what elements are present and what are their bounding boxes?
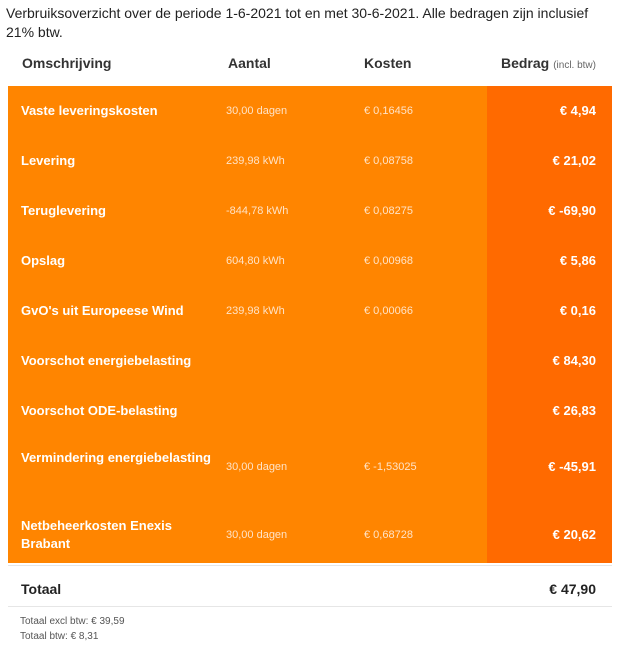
table-row: [8, 498, 612, 563]
row-quantity: 239,98 kWh: [226, 305, 285, 317]
row-amount: € 20,62: [552, 527, 596, 542]
total-row: [8, 572, 612, 607]
row-description: Levering: [21, 153, 76, 168]
row-amount: € 4,94: [559, 103, 596, 118]
total-excl-btw: Totaal excl btw: € 39,59: [20, 616, 125, 627]
table-row: [8, 386, 612, 436]
total-label: Totaal: [21, 581, 62, 597]
table-row: [8, 336, 612, 386]
row-description: Vaste leveringskosten: [21, 103, 158, 118]
table-row: [8, 286, 612, 336]
row-cost: € 0,16456: [364, 105, 413, 117]
row-cost: € 0,68728: [364, 529, 413, 541]
header-omschrijving: Omschrijving: [22, 55, 112, 71]
table-row: [8, 186, 612, 236]
row-quantity: 30,00 dagen: [226, 529, 288, 541]
row-quantity: -844,78 kWh: [226, 205, 289, 217]
row-description: Voorschot energiebelasting: [21, 353, 192, 368]
row-description: Vermindering energiebelasting: [21, 450, 211, 465]
total-btw: Totaal btw: € 8,31: [20, 631, 99, 642]
row-quantity: 30,00 dagen: [226, 461, 288, 473]
table-row: [8, 236, 612, 286]
row-description: Netbeheerkosten Enexis Brabant: [21, 518, 173, 551]
header-bedrag-note: (incl. btw): [553, 60, 596, 71]
divider: [8, 565, 612, 566]
row-quantity: 30,00 dagen: [226, 105, 288, 117]
header-bedrag-label: Bedrag: [500, 55, 550, 71]
table-row: [8, 436, 612, 498]
row-cost: € 0,08275: [364, 205, 413, 217]
row-amount: € 21,02: [552, 153, 596, 168]
table-header: [8, 48, 612, 78]
row-amount: € 26,83: [552, 403, 596, 418]
row-cost: € 0,00968: [364, 255, 413, 267]
row-description: Teruglevering: [21, 203, 107, 218]
row-description: Voorschot ODE-belasting: [21, 403, 178, 418]
table-row: [8, 136, 612, 186]
row-amount: € 5,86: [559, 253, 596, 268]
table-row: [8, 86, 612, 136]
total-amount: € 47,90: [549, 581, 596, 597]
row-quantity: 239,98 kWh: [226, 155, 285, 167]
header-bedrag: [501, 55, 596, 71]
period-intro: Verbruiksoverzicht over de periode 1-6-2021 tot en met 30-6-2021. Alle bedragen zijn inclusief 21% btw.: [6, 5, 589, 40]
row-cost: € -1,53025: [364, 461, 417, 473]
row-cost: € 0,00066: [364, 305, 413, 317]
header-kosten: Kosten: [364, 55, 412, 71]
row-amount: € 84,30: [552, 353, 596, 368]
usage-table: [8, 86, 612, 563]
row-quantity: 604,80 kWh: [226, 255, 285, 267]
row-amount: € 0,16: [559, 303, 596, 318]
row-amount: € -45,91: [548, 459, 596, 474]
row-cost: € 0,08758: [364, 155, 413, 167]
row-description: GvO's uit Europeese Wind: [21, 303, 184, 318]
row-amount: € -69,90: [548, 203, 596, 218]
row-description: Opslag: [21, 253, 66, 268]
header-aantal: Aantal: [228, 55, 271, 71]
